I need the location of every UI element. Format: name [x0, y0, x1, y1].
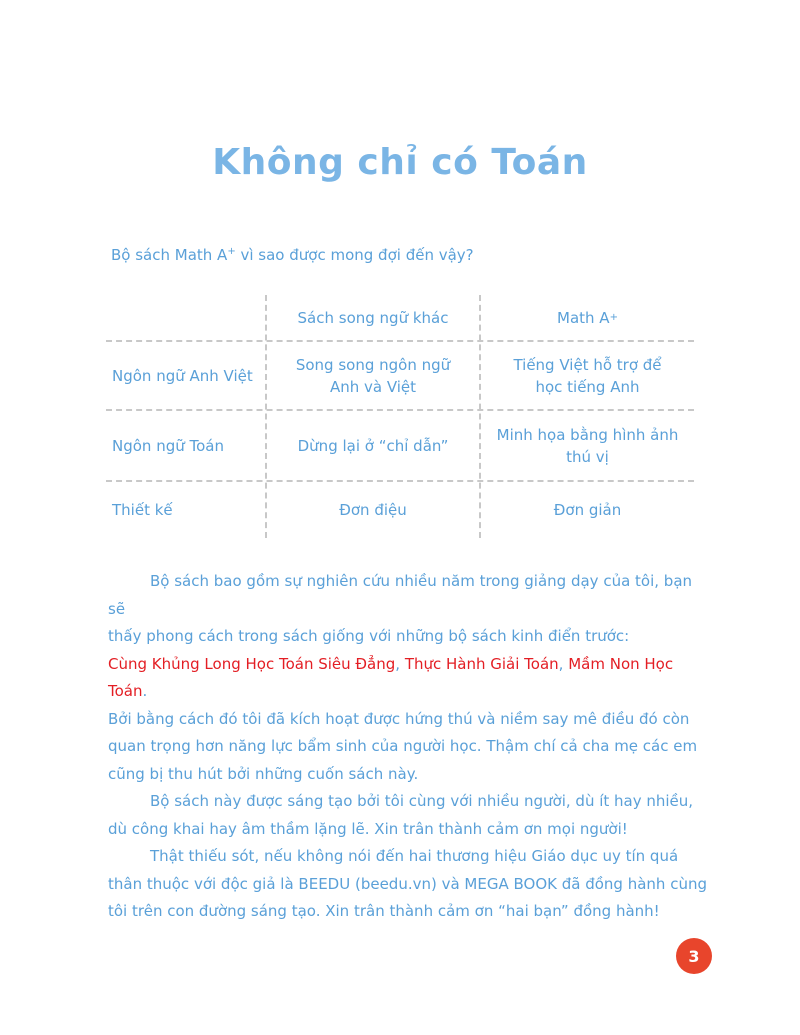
book-separator-2: , — [558, 654, 569, 673]
cell-row2-mathaplus-line2: thú vị — [566, 447, 609, 466]
cell-row1-mathaplus-line2: học tiếng Anh — [535, 377, 640, 396]
cell-row1-other-line1: Song song ngôn ngữ — [295, 355, 451, 374]
paragraph-1-line-6: cũng bị thu hút bởi những cuốn sách này. — [108, 764, 419, 783]
header-math-a-plus: Math A + — [557, 308, 618, 327]
book-title-1: Cùng Khủng Long Học Toán Siêu Đẳng — [108, 654, 396, 673]
row-label-design: Thiết kế — [112, 501, 173, 519]
cell-row1-mathaplus-line1: Tiếng Việt hỗ trợ để — [513, 355, 662, 374]
header-other-books: Sách song ngữ khác — [297, 308, 449, 327]
row-label-language-en-vi: Ngôn ngữ Anh Việt — [112, 366, 253, 385]
cell-row2-mathaplus-line1: Minh họa bằng hình ảnh — [496, 425, 679, 444]
page-title: Không chỉ có Toán — [212, 142, 588, 183]
cell-row2-mathaplus — [481, 411, 694, 480]
paragraph-1-line-5: quan trọng hơn năng lực bẩm sinh của người học. Thậm chí cả cha mẹ các em — [108, 737, 698, 755]
paragraph-1-line-1: Bộ sách bao gồm sự nghiên cứu nhiều năm trong giảng dạy của tôi, bạn sẽ — [108, 572, 693, 618]
cell-row3-mathaplus: Đơn giản — [553, 501, 622, 519]
question-text-start: Bộ sách Math A — [111, 246, 228, 264]
question-superscript: + — [227, 246, 236, 257]
paragraph-1-line-4: Bởi bằng cách đó tôi đã kích hoạt được hứng thú và niềm say mê điều đó còn — [108, 709, 690, 728]
paragraph-3-line-2: thân thuộc với độc giả là BEEDU (beedu.vn) và MEGA BOOK đã đồng hành cùng — [108, 874, 707, 893]
row-label-math-language: Ngôn ngữ Toán — [112, 436, 224, 455]
book-title-3: Mầm Non Học Toán — [108, 654, 674, 700]
paragraph-1-books-line — [108, 651, 708, 706]
header-math-a-text: Math A — [557, 308, 610, 327]
book-list-end: . — [142, 682, 148, 700]
cell-row2-other: Dừng lại ở “chỉ dẫn” — [297, 436, 449, 455]
cell-row1-mathaplus — [481, 342, 694, 409]
paragraph-2-line-1: Bộ sách này được sáng tạo bởi tôi cùng với nhiều người, dù ít hay nhiều, — [150, 792, 694, 810]
cell-row1-other — [267, 342, 479, 409]
cell-row3-other: Đơn điệu — [339, 501, 407, 519]
body-text — [108, 568, 708, 926]
paragraph-2-line-2: dù công khai hay âm thầm lặng lẽ. Xin trân thành cảm ơn mọi người! — [108, 819, 628, 838]
paragraph-3-line-3: tôi trên con đường sáng tạo. Xin trân thành cảm ơn “hai bạn” đồng hành! — [108, 902, 660, 920]
cell-row1-other-line2: Anh và Việt — [329, 377, 417, 396]
page-number-badge: 3 — [676, 938, 712, 974]
book-title-2: Thực Hành Giải Toán — [404, 654, 559, 673]
book-separator-1: , — [395, 654, 405, 673]
comparison-table — [106, 295, 694, 538]
paragraph-3-line-1: Thật thiếu sót, nếu không nói đến hai thương hiệu Giáo dục uy tín quá — [150, 847, 679, 865]
question-text-end: vì sao được mong đợi đến vậy? — [235, 246, 474, 264]
paragraph-1-line-2: thấy phong cách trong sách giống với những bộ sách kinh điển trước: — [108, 627, 630, 645]
intro-question — [111, 246, 474, 264]
